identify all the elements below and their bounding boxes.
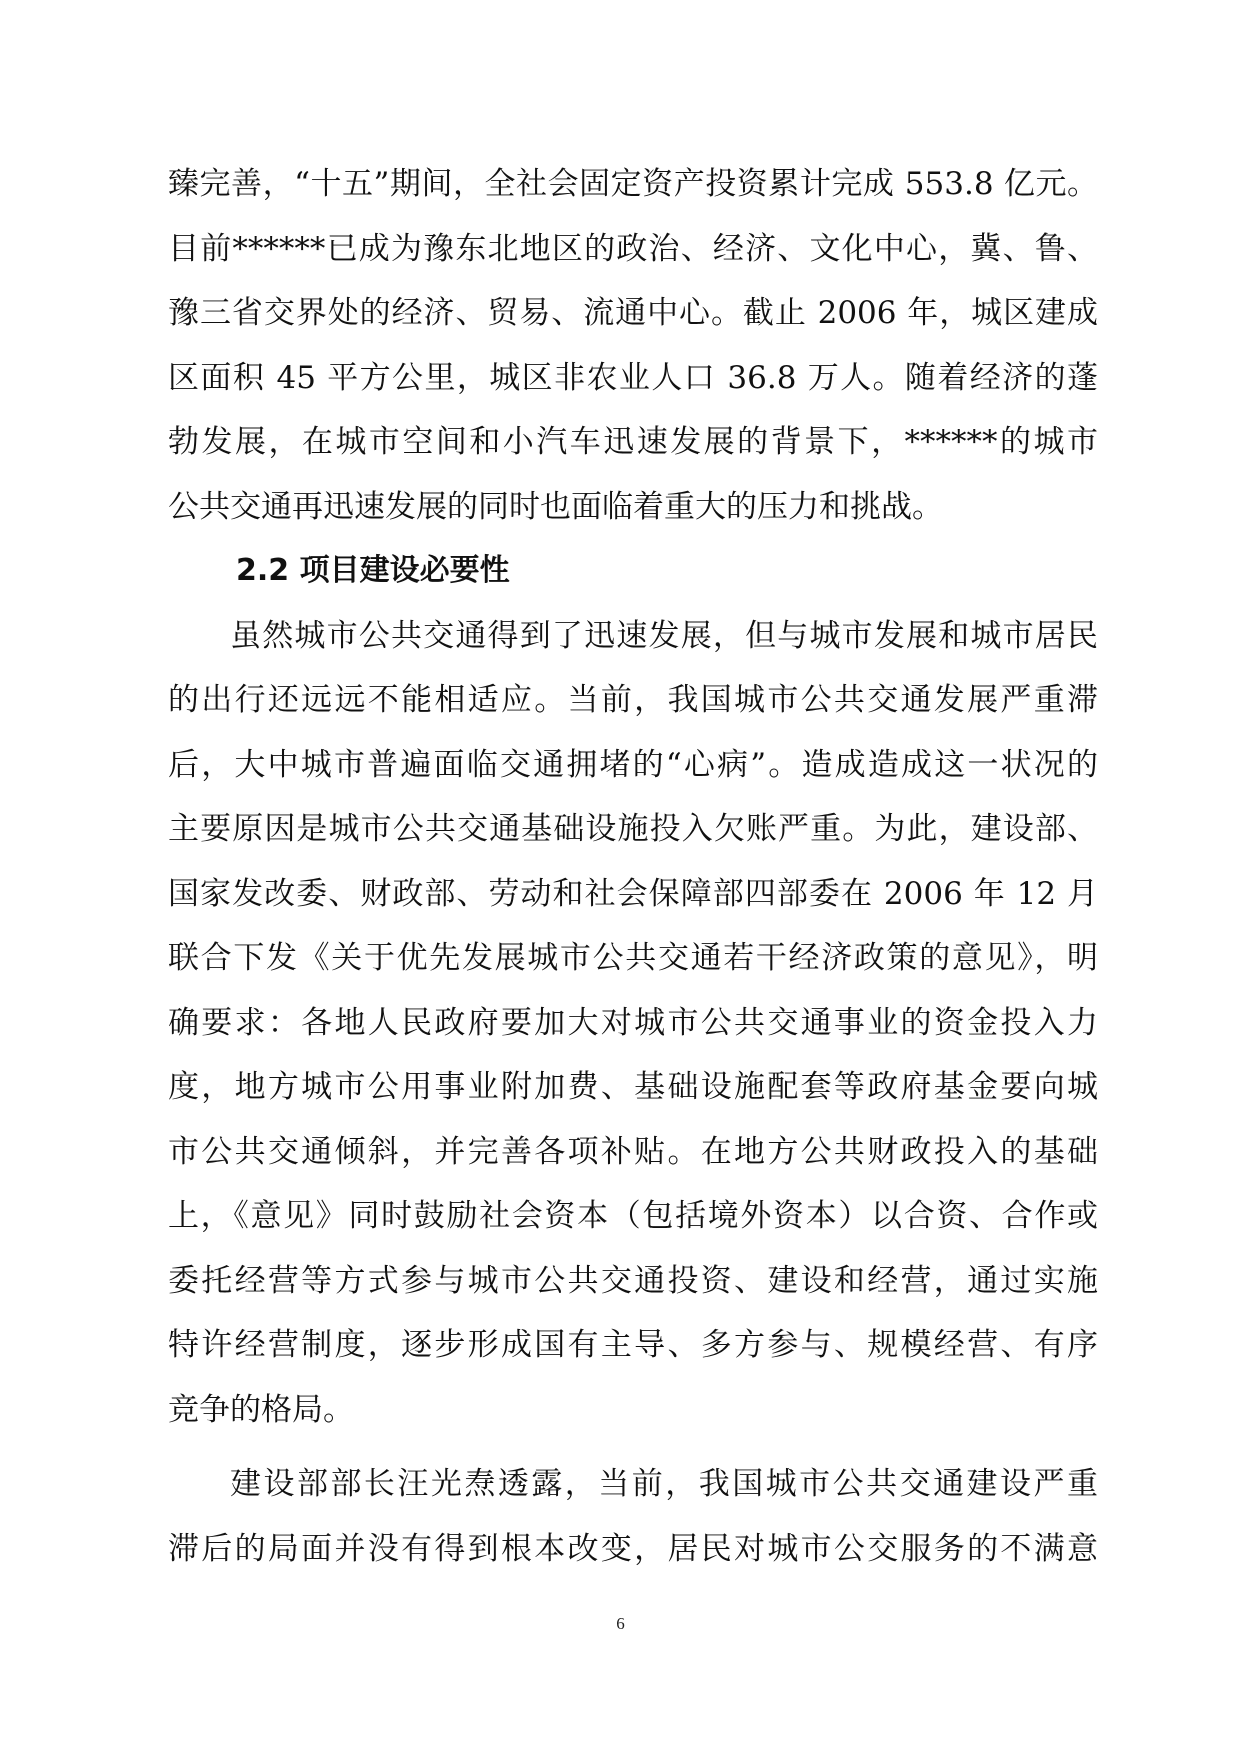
paragraph-line: 市公共交通倾斜，并完善各项补贴。在地方公共财政投入的基础 <box>168 1133 1098 1170</box>
page-number: 6 <box>616 1614 625 1633</box>
paragraph-line: 特许经营制度，逐步形成国有主导、多方参与、规模经营、有序 <box>168 1327 1098 1363</box>
paragraph-line: 联合下发《关于优先发展城市公共交通若干经济政策的意见》，明 <box>168 940 1098 976</box>
paragraph-line: 的出行还远远不能相适应。当前，我国城市公共交通发展严重滞 <box>168 682 1098 718</box>
paragraph-line: 滞后的局面并没有得到根本改变，居民对城市公交服务的不满意 <box>168 1530 1098 1567</box>
document-body <box>168 152 1098 1581</box>
paragraph-line: 上，《意见》同时鼓励社会资本（包括境外资本）以合资、合作或 <box>168 1198 1098 1234</box>
paragraph-line: 竞争的格局。 <box>168 1391 354 1428</box>
paragraph-line: 臻完善，“十五”期间，全社会固定资产投资累计完成 553.8 亿元。 <box>168 166 1098 202</box>
paragraph-line: 确要求：各地人民政府要加大对城市公共交通事业的资金投入力 <box>168 1004 1098 1041</box>
section-heading: 2.2 项目建设必要性 <box>236 553 510 588</box>
paragraph-line: 国家发改委、财政部、劳动和社会保障部四部委在 2006 年 12 月 <box>168 875 1098 912</box>
paragraph-line: 委托经营等方式参与城市公共交通投资、建设和经营，通过实施 <box>168 1262 1098 1299</box>
paragraph-3 <box>168 1452 1098 1581</box>
paragraph-line: 公共交通再迅速发展的同时也面临着重大的压力和挑战。 <box>168 488 943 525</box>
paragraph-line: 度，地方城市公用事业附加费、基础设施配套等政府基金要向城 <box>168 1069 1098 1105</box>
paragraph-line: 建设部部长汪光焘透露，当前，我国城市公共交通建设严重 <box>230 1466 1098 1502</box>
paragraph-line: 勃发展，在城市空间和小汽车迅速发展的背景下，******的城市 <box>168 424 1098 460</box>
paragraph-line: 区面积 45 平方公里，城区非农业人口 36.8 万人。随着经济的蓬 <box>168 359 1098 396</box>
paragraph-line: 目前******已成为豫东北地区的政治、经济、文化中心，冀、鲁、 <box>168 230 1098 267</box>
paragraph-2 <box>168 604 1098 1443</box>
paragraph-line: 虽然城市公共交通得到了迅速发展，但与城市发展和城市居民 <box>230 617 1098 654</box>
paragraph-line: 后，大中城市普遍面临交通拥堵的“心病”。造成造成这一状况的 <box>168 746 1098 783</box>
paragraph-line: 豫三省交界处的经济、贸易、流通中心。截止 2006 年，城区建成 <box>168 295 1098 331</box>
paragraph-line: 主要原因是城市公共交通基础设施投入欠账严重。为此，建设部、 <box>168 811 1098 847</box>
paragraph-spacing <box>168 1442 1098 1452</box>
paragraph-1 <box>168 152 1098 539</box>
